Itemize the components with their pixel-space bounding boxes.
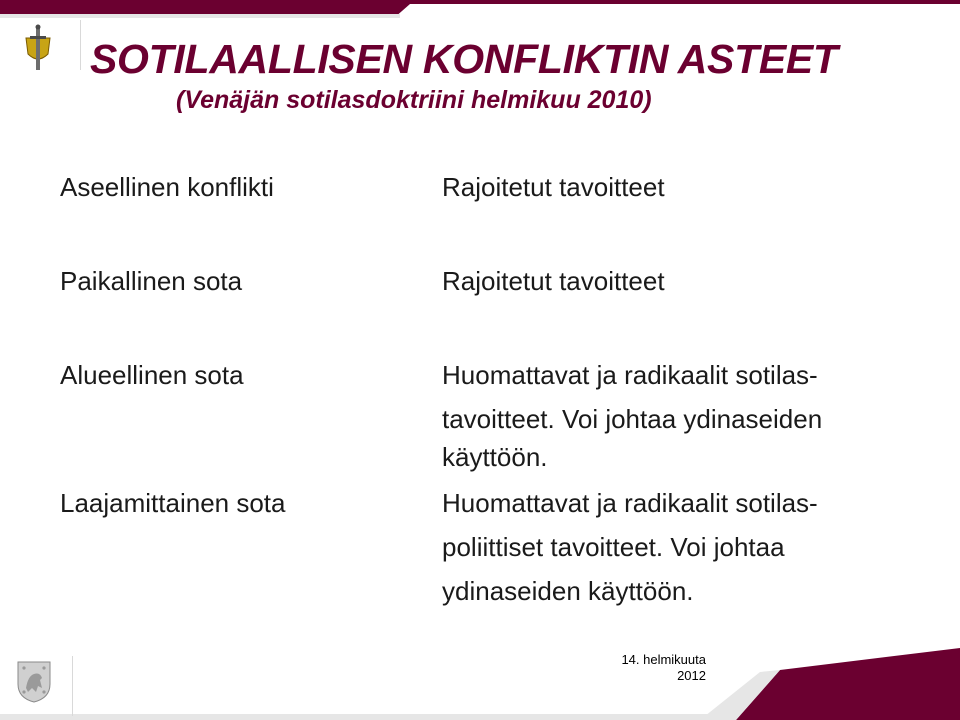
footer-date-line: 14. helmikuuta	[621, 652, 706, 667]
top-divider	[80, 20, 81, 70]
description-laajamittainen-sota	[442, 490, 922, 622]
bottom-divider	[72, 656, 73, 716]
footer-date-line: 2012	[677, 668, 706, 683]
description-alueellinen-sota	[442, 362, 922, 488]
term-laajamittainen-sota: Laajamittainen sota	[60, 488, 286, 518]
description-line: Huomattavat ja radikaalit sotilas-	[442, 360, 818, 390]
footer-date	[616, 652, 706, 684]
description-line: tavoitteet. Voi johtaa ydinaseiden	[442, 404, 823, 434]
description-paikallinen-sota: Rajoitetut tavoitteet	[442, 266, 665, 296]
lion-coat-of-arms-icon	[14, 658, 54, 704]
description-line: Huomattavat ja radikaalit sotilas-	[442, 488, 818, 518]
description-line: ydinaseiden käyttöön.	[442, 576, 694, 606]
term-aseellinen-konflikti: Aseellinen konflikti	[60, 172, 274, 202]
description-line: käyttöön.	[442, 442, 548, 472]
term-alueellinen-sota: Alueellinen sota	[60, 360, 244, 390]
description-line: poliittiset tavoitteet. Voi johtaa	[442, 532, 785, 562]
slide-title: SOTILAALLISEN KONFLIKTIN ASTEET	[90, 36, 838, 82]
description-aseellinen-konflikti: Rajoitetut tavoitteet	[442, 172, 665, 202]
bottom-accent-band	[0, 640, 960, 720]
sword-emblem-icon	[20, 24, 56, 72]
top-accent-band	[0, 0, 960, 18]
slide-subtitle: (Venäjän sotilasdoktriini helmikuu 2010)	[176, 86, 652, 114]
term-paikallinen-sota: Paikallinen sota	[60, 266, 243, 296]
